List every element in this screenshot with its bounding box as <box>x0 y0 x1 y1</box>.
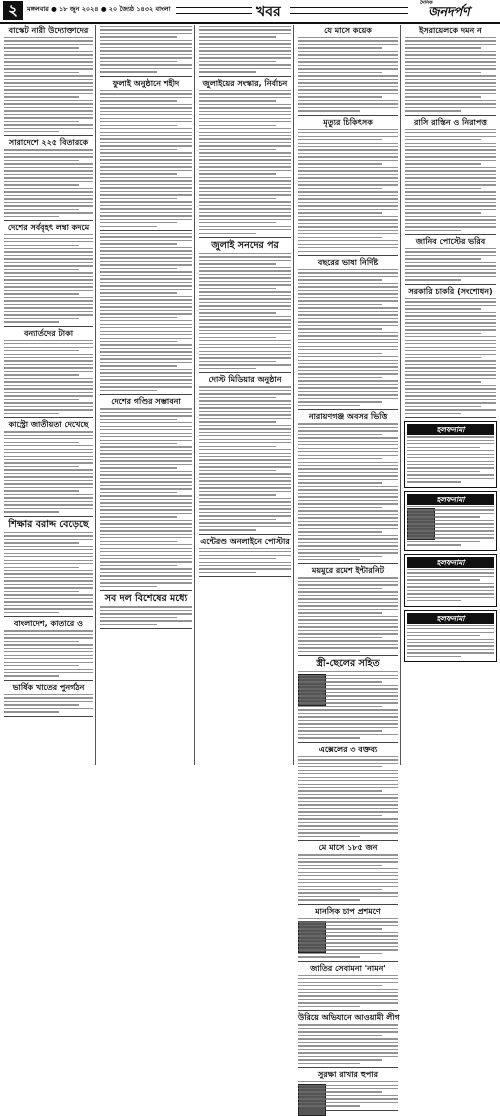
story-headline: সারাদেশে ২২৫ বিতারকে <box>8 138 89 148</box>
body-text <box>199 90 291 234</box>
story-divider <box>4 135 93 136</box>
story-divider <box>298 255 398 256</box>
body-text <box>298 577 398 652</box>
story-headline: যে মাসে কয়েক <box>324 26 372 35</box>
story-headline: উরিয়ে অভিযানে আওয়ামী লীগ <box>298 1013 400 1023</box>
news-story <box>197 240 293 373</box>
news-story <box>296 1070 400 1111</box>
body-text <box>4 149 93 217</box>
column-5 <box>403 25 498 765</box>
story-headline: সুরক্ষা রাখার হুপার <box>317 1070 378 1080</box>
news-story <box>197 537 293 578</box>
story-divider <box>100 590 192 591</box>
body-text <box>298 129 398 252</box>
news-story <box>403 287 498 418</box>
story-divider <box>100 394 192 395</box>
story-headline: মৃত্যুর চিকিৎসক <box>323 117 373 127</box>
body-text <box>407 625 494 658</box>
ad-title: হলফনামা <box>407 494 494 505</box>
story-headline: মানসিক চাপ প্রশমণে <box>315 906 381 916</box>
news-story <box>296 658 400 743</box>
story-divider <box>298 1067 398 1068</box>
body-text <box>100 408 192 587</box>
story-headline: বাস্কেট নারী উদ্যোক্তাদের <box>8 26 89 35</box>
news-story <box>403 118 498 235</box>
news-story <box>98 593 194 629</box>
body-text <box>298 975 398 1008</box>
story-headline: মে মাসে ১৮৫ জন <box>318 843 378 853</box>
body-text <box>298 269 398 406</box>
ad-title: হলফনামা <box>407 424 494 435</box>
ad-title: হলফনামা <box>407 557 494 568</box>
story-divider <box>298 409 398 410</box>
story-divider <box>4 326 93 327</box>
body-text <box>199 26 291 73</box>
date-line: মঙ্গলবার ● ১৮ জুন ২০২৪ ● ২০ জ্যৈষ্ঠ ১৪৩২ বাংলা <box>27 5 171 13</box>
news-story <box>296 964 400 1012</box>
masthead-prefix: দৈনিক <box>420 0 433 6</box>
story-divider <box>298 563 398 564</box>
story-headline: বাংলাদেশ, কাতারে ও <box>14 619 83 629</box>
body-text <box>405 129 496 231</box>
news-story <box>2 138 95 221</box>
affidavit-ad <box>404 421 497 488</box>
body-text <box>407 569 494 602</box>
story-headline: কাস্ট্রো জাতীয়তা দেখেছে <box>8 420 89 430</box>
body-text <box>4 431 93 513</box>
body-text <box>298 37 398 112</box>
news-story <box>296 907 400 962</box>
news-story <box>2 619 95 681</box>
body-text <box>4 532 93 614</box>
story-headline: জুলাই সনদের পর <box>211 239 279 251</box>
news-story <box>296 118 400 256</box>
story-headline: ময়মুরে রমেশ ইন্টারনিট <box>311 566 385 576</box>
affidavit-ad <box>404 610 497 663</box>
page-number: ২ <box>3 1 23 20</box>
news-story <box>2 26 95 136</box>
body-text <box>298 423 398 560</box>
news-story <box>2 223 95 327</box>
ad-title: হলফনামা <box>407 613 494 624</box>
masthead-rule-right <box>290 7 408 14</box>
story-headline: স্ত্রী-ছেলের সহিত <box>316 658 380 670</box>
news-story <box>296 843 400 905</box>
story-divider <box>100 628 192 629</box>
story-divider <box>4 680 93 681</box>
body-text <box>4 234 93 323</box>
news-story <box>296 26 400 116</box>
story-divider <box>298 655 398 656</box>
news-story <box>98 79 194 231</box>
story-divider <box>4 220 93 221</box>
body-text <box>4 630 93 677</box>
story-headline: জাতির সেবামনা 'নামন' <box>310 963 386 973</box>
body-text <box>100 233 192 391</box>
story-headline: শিক্ষার বরাদ্দ বেড়েছে <box>8 518 89 530</box>
body-text <box>199 548 291 574</box>
news-story <box>2 519 95 618</box>
story-headline: এক্সেলের ৩ বক্তব্য <box>318 744 378 754</box>
body-text <box>298 1024 398 1064</box>
section-title: খবর <box>256 4 281 20</box>
body-text <box>298 756 398 838</box>
story-divider <box>405 234 496 235</box>
story-divider <box>405 417 496 418</box>
story-headline: জুলাইয়ের সংস্কার, নির্বাচন <box>202 78 288 88</box>
body-text <box>199 253 291 369</box>
affidavit-ad <box>404 554 497 607</box>
body-text <box>298 854 398 901</box>
body-text <box>100 606 192 625</box>
story-divider <box>199 372 291 373</box>
body-text <box>405 298 496 414</box>
masthead <box>0 0 500 24</box>
story-headline: ফুলাই অনুষ্ঠানে শহীদ <box>112 78 180 88</box>
news-story <box>98 233 194 395</box>
story-divider <box>298 904 398 905</box>
story-divider <box>405 115 496 116</box>
story-divider <box>405 284 496 285</box>
story-headline: রাসি রাস্তিন ও নিরাপত্ত <box>413 117 487 127</box>
body-text <box>405 37 496 112</box>
news-story <box>2 329 95 419</box>
story-headline: দেশের গণ্ডির সম্ভাবনা <box>111 397 181 407</box>
story-divider <box>100 76 192 77</box>
news-story <box>98 397 194 591</box>
story-headline: সরকারি চাকরি (সংশোধন) <box>408 286 493 296</box>
body-text <box>407 436 494 483</box>
story-headline: ভার্ষিক খাতের পুনর্গঠন <box>12 682 85 692</box>
story-headline: বন্যার্তদের টাকা <box>23 328 74 338</box>
story-headline: এন্টেরণ্ড অনলাইনে পোস্টার <box>200 536 290 546</box>
news-story <box>296 745 400 842</box>
column-3 <box>197 25 294 765</box>
affidavit-ad <box>404 491 497 551</box>
story-divider <box>199 534 291 535</box>
news-story <box>2 420 95 517</box>
column-4 <box>296 25 401 1080</box>
story-headline: সব দল বিশেষের মধ্যে <box>104 593 188 605</box>
story-divider <box>298 961 398 962</box>
news-story <box>197 26 293 77</box>
story-divider <box>100 230 192 231</box>
column-2 <box>98 25 195 765</box>
story-headline: দোস্ট মিডিয়ার অনুষ্ঠান <box>208 375 282 385</box>
news-story <box>403 237 498 285</box>
story-divider <box>298 115 398 116</box>
story-divider <box>199 237 291 238</box>
story-divider <box>199 576 291 577</box>
story-divider <box>4 616 93 617</box>
story-divider <box>298 742 398 743</box>
news-story <box>197 375 293 534</box>
news-story <box>403 26 498 116</box>
story-divider <box>4 716 93 717</box>
story-headline: নারায়ণগঞ্জ অবসর ভিত্তি <box>308 412 388 422</box>
news-story <box>98 26 194 77</box>
body-text <box>4 694 93 713</box>
news-story <box>296 566 400 656</box>
story-headline: ইসরায়েলকে দমন ন <box>419 26 482 35</box>
story-headline: দেশের সর্ববৃহৎ লম্বা কদমে <box>7 223 90 233</box>
body-text <box>100 90 192 227</box>
story-divider <box>4 417 93 418</box>
newspaper-logo: জনদর্পণ <box>428 5 470 20</box>
story-divider <box>4 516 93 517</box>
body-text <box>4 340 93 415</box>
story-divider <box>199 76 291 77</box>
news-story <box>2 683 95 717</box>
body-text <box>405 248 496 281</box>
story-headline: বছরের ভাষা নির্দিষ্ট <box>317 257 379 267</box>
news-story <box>296 412 400 564</box>
news-story <box>296 1013 400 1068</box>
news-story <box>197 79 293 238</box>
column-1 <box>2 25 96 765</box>
story-divider <box>298 1010 398 1011</box>
story-divider <box>298 840 398 841</box>
body-text <box>100 26 192 73</box>
story-headline: জানিব পোস্টের ভরিব <box>415 237 486 246</box>
body-text <box>199 386 291 530</box>
body-text <box>4 37 93 132</box>
masthead-rule-left <box>176 7 252 14</box>
news-story <box>296 258 400 410</box>
